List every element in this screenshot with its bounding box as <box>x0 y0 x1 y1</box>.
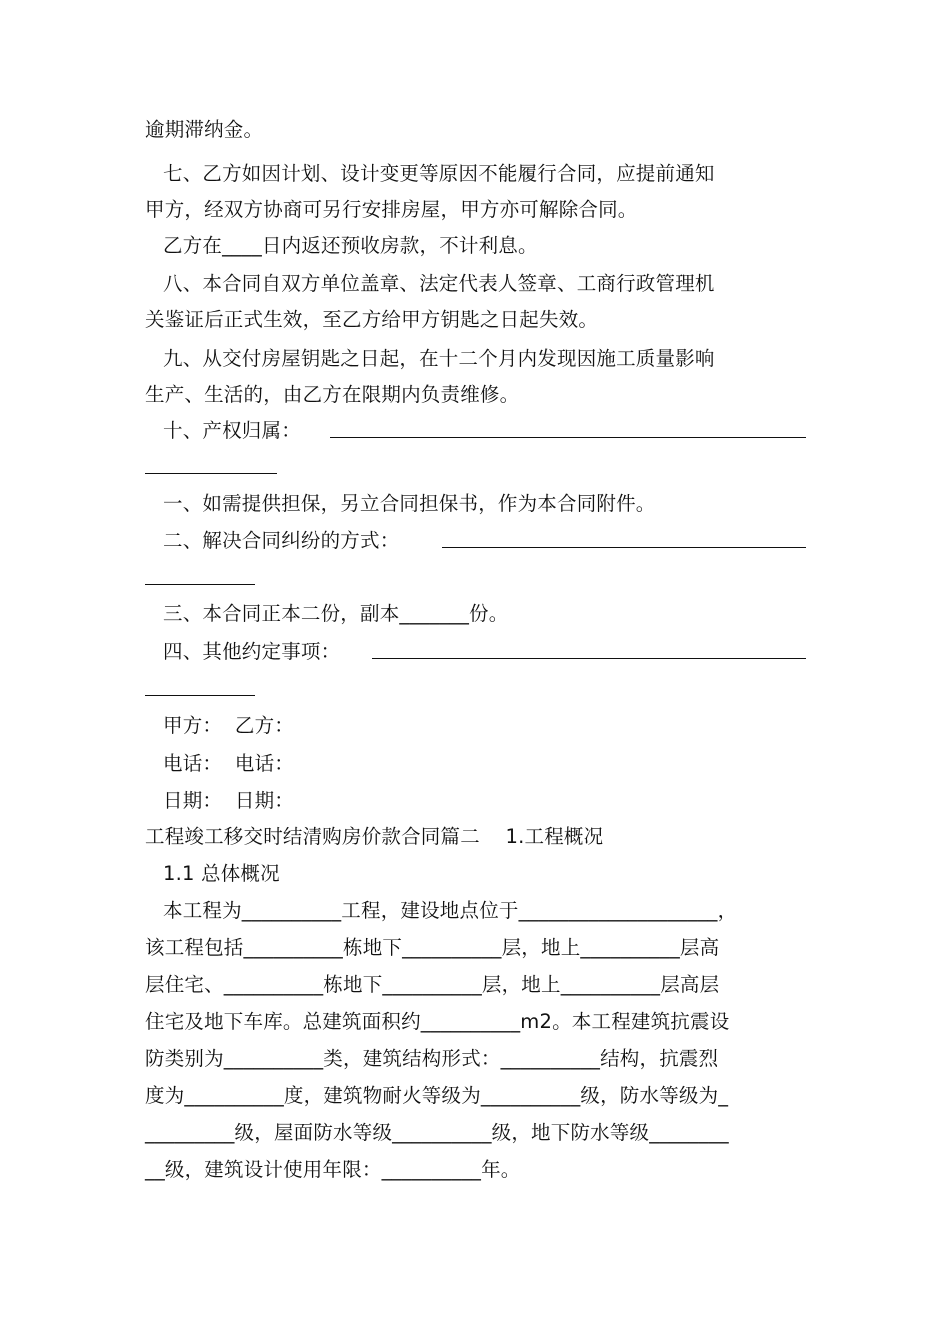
project-overview-line-4: 住宅及地下车库。总建筑面积约__________m2。本工程建筑抗震设 <box>145 1010 730 1033</box>
project-overview-line-7: _________级，屋面防水等级__________级，地下防水等级________ <box>145 1121 729 1144</box>
clause-7-line-1: 七、乙方如因计划、设计变更等原因不能履行合同，应提前通知 <box>163 162 715 185</box>
property-rights-label: 十、产权归属： <box>163 419 301 442</box>
project-overview-line-8: __级，建筑设计使用年限：__________年。 <box>145 1158 521 1181</box>
property-rights-blank-cont <box>145 473 277 474</box>
dispute-resolution-label: 二、解决合同纠纷的方式： <box>163 529 400 552</box>
dispute-resolution-blank <box>442 547 806 548</box>
project-overview-line-2: 该工程包括__________栋地下__________层，地上__________层高 <box>145 936 720 959</box>
dispute-resolution-blank-cont <box>145 584 255 585</box>
clause-8-line-2: 关鉴证后正式生效，至乙方给甲方钥匙之日起失效。 <box>145 308 599 331</box>
project-overview-line-5: 防类别为__________类，建筑结构形式：__________结构，抗震烈 <box>145 1047 719 1070</box>
phone-line: 电话： 电话： <box>163 752 294 775</box>
project-overview-line-3: 层住宅、__________栋地下__________层，地上__________层高层 <box>145 973 720 996</box>
subsection-title: 1.1 总体概况 <box>163 862 280 885</box>
guarantee-clause: 一、如需提供担保，另立合同担保书，作为本合同附件。 <box>163 492 656 515</box>
clause-7-line-2: 甲方，经双方协商可另行安排房屋，甲方亦可解除合同。 <box>145 198 638 221</box>
clause-8-line-1: 八、本合同自双方单位盖章、法定代表人签章、工商行政管理机 <box>163 272 715 295</box>
property-rights-blank <box>330 437 806 438</box>
text-line: 逾期滞纳金。 <box>145 118 264 141</box>
refund-line: 乙方在____日内返还预收房款，不计利息。 <box>163 234 538 257</box>
date-line: 日期： 日期： <box>163 789 294 812</box>
other-matters-label: 四、其他约定事项： <box>163 640 341 663</box>
section-title: 工程竣工移交时结清购房价款合同篇二 1.工程概况 <box>145 825 604 848</box>
other-matters-blank-cont <box>145 695 255 696</box>
other-matters-blank <box>372 658 806 659</box>
project-overview-line-6: 度为__________度，建筑物耐火等级为__________级，防水等级为_ <box>145 1084 729 1107</box>
clause-9-line-1: 九、从交付房屋钥匙之日起，在十二个月内发现因施工质量影响 <box>163 347 715 370</box>
party-signature-line: 甲方： 乙方： <box>163 714 294 737</box>
copies-clause: 三、本合同正本二份，副本_______份。 <box>163 602 509 625</box>
project-overview-line-1: 本工程为__________工程，建设地点位于____________________， <box>163 899 738 922</box>
clause-9-line-2: 生产、生活的，由乙方在限期内负责维修。 <box>145 383 520 406</box>
